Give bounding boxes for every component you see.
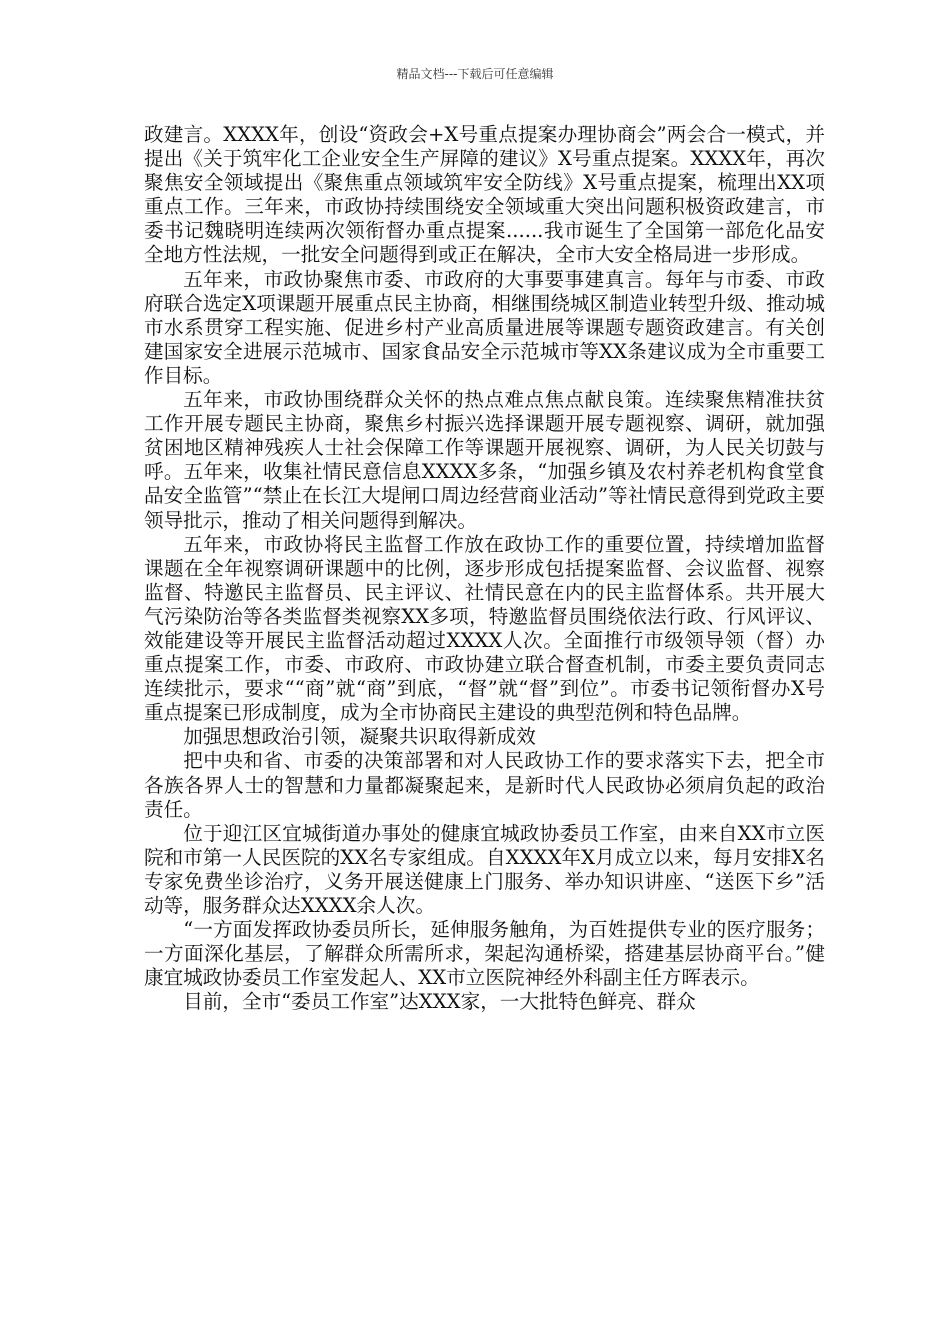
paragraph-5: 把中央和省、市委的决策部署和对人民政协工作的要求落实下去，把全市各族各界人士的智慧和力量都凝聚起来，是新时代人民政协必须肩负起的政治责任。 bbox=[144, 749, 825, 821]
paragraph-6: 位于迎江区宜城街道办事处的健康宜城政协委员工作室，由来自XX市立医院和市第一人民医院的XX名专家组成。自XXXX年X月成立以来，每月安排X名专家免费坐诊治疗，义务开展送健康上门服务、举办知识讲座、“送医下乡”活动等，服务群众达XXXX余人次。 bbox=[144, 821, 825, 917]
paragraph-1: 政建言。XXXX年，创设“资政会+X号重点提案办理协商会”两会合一模式，并提出《关于筑牢化工企业安全生产屏障的建议》X号重点提案。XXXX年，再次聚焦安全领域提出《聚焦重点领域筑牢安全防线》X号重点提案，梳理出XX项重点工作。三年来，市政协持续围绕安全领域重大突出问题积极资政建言，市委书记魏晓明连续两次领衔督办重点提案......我市诞生了全国第一部危化品安全地方性法规，一批安全问题得到或正在解决，全市大安全格局进一步形成。 bbox=[144, 123, 825, 267]
paragraph-3: 五年来，市政协围绕群众关怀的热点难点焦点献良策。连续聚焦精准扶贫工作开展专题民主协商，聚焦乡村振兴选择课题开展专题视察、调研，就加强贫困地区精神残疾人士社会保障工作等课题开展视察、调研，为人民关切鼓与呼。五年来，收集社情民意信息XXXX多条，“加强乡镇及农村养老机构食堂食品安全监管”“禁止在长江大堤闸口周边经营商业活动”等社情民意得到党政主要领导批示，推动了相关问题得到解决。 bbox=[144, 388, 825, 532]
section-heading: 加强思想政治引领，凝聚共识取得新成效 bbox=[183, 725, 536, 749]
page-header: 精品文档---下载后可任意编辑 bbox=[396, 67, 554, 81]
paragraph-2: 五年来，市政协聚焦市委、市政府的大事要事建真言。每年与市委、市政府联合选定X项课题开展重点民主协商，相继围绕城区制造业转型升级、推动城市水系贯穿工程实施、促进乡村产业高质量进展等课题专题资政建言。有关创建国家安全进展示范城市、国家食品安全示范城市等XX条建议成为全市重要工作目标。 bbox=[144, 267, 825, 387]
paragraph-4: 五年来，市政协将民主监督工作放在政协工作的重要位置，持续增加监督课题在全年视察调研课题中的比例，逐步形成包括提案监督、会议监督、视察监督、特邀民主监督员、民主评议、社情民意在内的民主监督体系。共开展大气污染防治等各类监督类视察XX多项，特邀监督员围绕依法行政、行风评议、效能建设等开展民主监督活动超过XXXX人次。全面推行市级领导领（督）办重点提案工作，市委、市政府、市政协建立联合督查机制，市委主要负责同志连续批示，要求““商”就“商”到底，“督”就“督”到位”。市委书记领衔督办X号重点提案已形成制度，成为全市协商民主建设的典型范例和特色品牌。 bbox=[144, 532, 825, 725]
paragraph-7-quote: “一方面发挥政协委员所长，延伸服务触角，为百姓提供专业的医疗服务；一方面深化基层，了解群众所需所求，架起沟通桥梁，搭建基层协商平台。”健康宜城政协委员工作室发起人、XX市立医院神经外科副主任方晖表示。 bbox=[144, 918, 825, 990]
paragraph-8: 目前，全市“委员工作室”达XXX家，一大批特色鲜亮、群众 bbox=[183, 990, 696, 1014]
document-body bbox=[144, 123, 825, 1014]
